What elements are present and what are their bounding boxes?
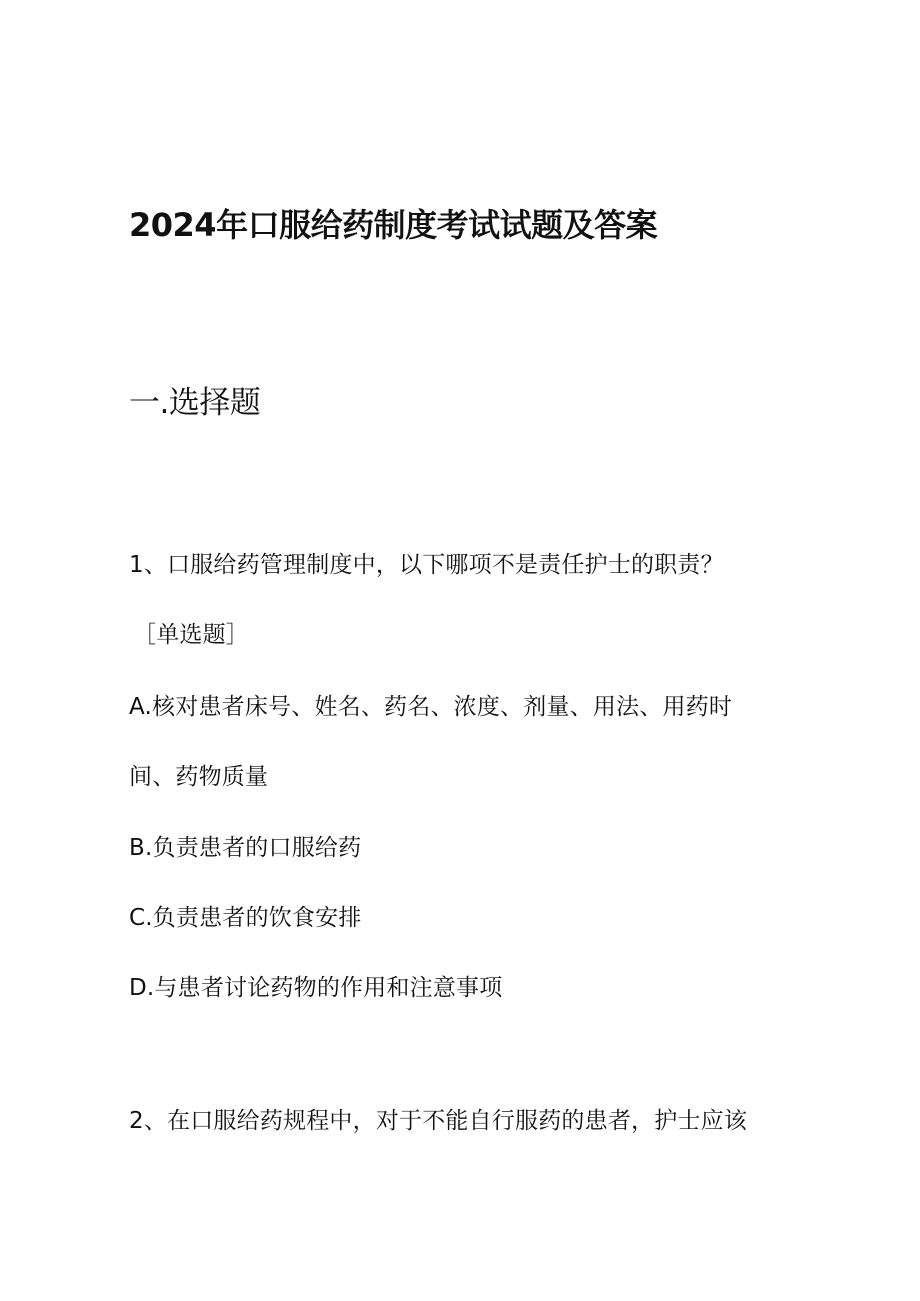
section-title: 一.选择题: [129, 385, 261, 421]
question-1-option-a-continued: 间、药物质量: [129, 764, 269, 790]
question-1-type-label: ［单选题］: [133, 622, 249, 648]
question-1-option-a: A.核对患者床号、姓名、药名、浓度、剂量、用法、用药时: [129, 694, 733, 720]
question-1-option-d: D.与患者讨论药物的作用和注意事项: [129, 975, 503, 1001]
question-1-option-b: B.负责患者的口服给药: [129, 835, 362, 861]
question-1-option-c: C.负责患者的饮食安排: [129, 905, 362, 931]
question-2-stem: 2、在口服给药规程中，对于不能自行服药的患者，护士应该: [129, 1108, 748, 1134]
question-1-stem: 1、口服给药管理制度中，以下哪项不是责任护士的职责？: [129, 552, 724, 578]
document-title: 2024年口服给药制度考试试题及答案: [129, 206, 658, 244]
